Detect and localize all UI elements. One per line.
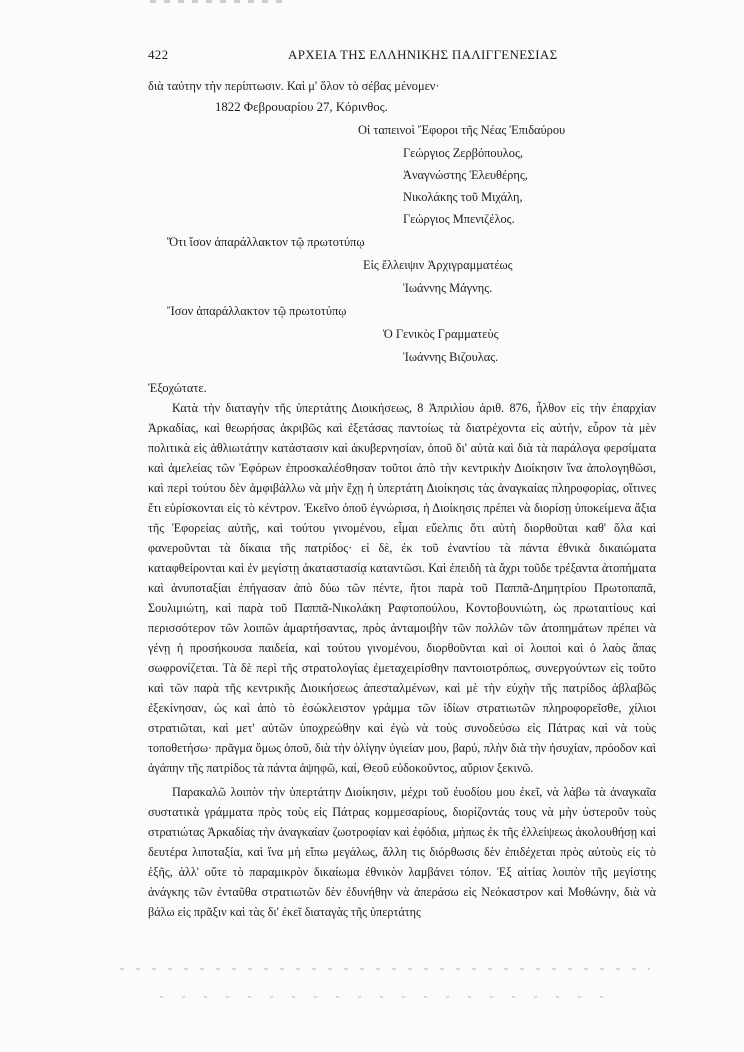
- certification-text: Ἴσον ἀπαράλλακτον τῷ πρωτοτύπῳ: [167, 304, 347, 318]
- letter-date-place: 1822 Φεβρουαρίου 27, Κόρινθος.: [215, 100, 388, 114]
- certification-name: Ἰωάννης Βιζουλας.: [403, 350, 499, 364]
- body-paragraph-1: Κατὰ τὴν διαταγὴν τῆς ὑπερτάτης Διοικήσεως, 8 Ἀπριλίου ἀριθ. 876, ἦλθον εἰς τὴν ἐπαρχίαν Ἀρκαδίας, καὶ θεωρήσας ἀκριβῶς καὶ ἐξετάσας παντοίως τὰ διατρέχοντα εἰς αὐτήν, εὗρον τὰ μὲν πολιτικὰ εἰς ἀθλιωτάτην κατάστασιν καὶ ἀκυβερνησίαν, ὁποῦ δι' αὐτὰ καὶ διὰ τὰ παράλογα φερσίματα καὶ ἀμελείας τῶν Ἐφόρων ἐπροσκαλέσθησαν τοῦτοι ἀπὸ τὴν κεντρικὴν Διοίκησιν ἵνα ἀπολογηθῶσι, καὶ περὶ τούτου δὲν ἀμφιβάλλω νὰ μὴν ἔχῃ ἡ ὑπερτάτη Διοίκησις τὰς ἀναγκαίας πληροφορίας, οἵτινες ἔτι εὑρίσκονται εἰς τὸ κέντρον. Ἐκεῖνο ὁποῦ ἐγνώρισα, ἡ Διοίκησις πρέπει νὰ διορίσῃ ὑποκείμενα ἄξια τῆς Ἐφορείας αὐτῆς, καὶ τούτου γινομένου, εἶμαι εὔελπις ὅτι αὐτὴ διορθοῦται καθ' ὅλα καὶ φανεροῦνται τὰ δίκαια τῆς πατρίδος· εἰ δὲ, ἐκ τοῦ ἐναντίου τὰ πάντα ἐθνικὰ δικαιώματα καταφθείρονται καὶ ἐν μεγίστῃ ἀκαταστασίᾳ καταντῶσι. Καὶ ἐπειδὴ τὰ ἄχρι τοῦδε τρέξαντα ἀτοπήματα καὶ ἀνυποταξίαι ἐπήγασαν ἀπὸ δύω τῶν πέντε, ἤτοι παρὰ τοῦ Παππᾶ-Δημητρίου Πρωτοπαπᾶ, Σουλιμιώτη, καὶ παρὰ τοῦ Παππᾶ-Νικολάκη Ραφτοπούλου, Κοντοβουνιώτη, ὡς πρωταιτίους καὶ περισσότερον τῶν λοιπῶν ἁμαρτήσαντας, πρὸς ἀνταμοιβὴν τῶν πολλῶν τῶν ἀτοπημάτων πρέπει νὰ γένῃ ἡ προσήκουσα παιδεία, καὶ τούτου γινομένου, διορθοῦνται καὶ οἱ λοιποὶ καὶ ὁ λαὸς ἅπας σωφρονίζεται. Τὰ δὲ περὶ τῆς στρατολογίας ἐμεταχειρίσθην παντοιοτρόπως, συνεργούντων εἰς τοῦτο καὶ τῶν παρὰ τῆς κεντρικῆς Διοικήσεως ἀπεσταλμένων, καὶ μὲ τὴν εὐχὴν τῆς πατρίδος ἀβλαβῶς ἐξεκίνησαν, ὡς καὶ ἀπὸ τὸ ἐσώκλειστον γράμμα τῶν ἰδίων στρατιωτῶν πληροφορεῖσθε, χίλιοι στρατιῶται, καὶ μετ' αὐτῶν ὑποχρεώθην καὶ ἐγὼ νὰ τοὺς συνοδεύσω εἰς Πάτρας καὶ νὰ τοὺς τοποθετήσω· πρᾶγμα ὅμως ὁποῦ, διὰ τὴν ὀλίγην ὑγιείαν μου, βαρύ, πλὴν διὰ τὴν ἡσυχίαν, πρόοδον καὶ ἀγάπην τῆς πατρίδος τὰ πάντα ἀψηφῶ, καί, Θεοῦ εὐδοκοῦντος, αὔριον ξεκινῶ.: [148, 401, 656, 775]
- scan-artifact-bottom: [160, 996, 620, 998]
- signer-name: Γεώργιος Μπενιζέλος.: [403, 212, 515, 226]
- certification-name: Ἰωάννης Μάγνης.: [403, 281, 493, 295]
- certification-role: Ὁ Γενικὸς Γραμματεὺς: [383, 327, 499, 341]
- scan-artifact-bottom: [120, 968, 650, 970]
- letter-closing-line: διὰ ταύτην τὴν περίπτωσιν. Καὶ μ' ὅλον τὸ σέβας μένομεν·: [148, 79, 440, 93]
- salutation: Ἐξοχώτατε.: [148, 381, 207, 395]
- body-paragraph-2: Παρακαλῶ λοιπὸν τὴν ὑπερτάτην Διοίκησιν, μέχρι τοῦ ἐυοδίου μου ἐκεῖ, νὰ λάβω τὰ ἀναγκαῖα συστατικὰ γράμματα πρὸς τοὺς εἰς Πάτρας κομμεσαρίους, διορίζοντάς τους νὰ μὴν ὑστεροῦν τοὺς στρατιώτας Ἀρκαδίας τὴν ἀναγκαίαν ζωοτροφίαν καὶ ἐφόδια, μήπως ἐκ τῆς ἐλλείψεως ἀκολουθήσῃ καὶ δευτέρα λιποταξία, καὶ ἵνα μὴ εἴπω μεγάλως, ἄλλη τις διόρθωσις δὲν ἐπιδέχεται πρὸς αὐτοὺς εἰς τὸ ἑξῆς, ἀλλ' οὔτε τὸ παραμικρὸν δικαίωμα ἐθνικὸν λαμβάνει τόπον. Ἐξ αἰτίας λοιπὸν τῆς μεγίστης ἀνάγκης τῶν ἐνταῦθα στρατιωτῶν δὲν ἐδυνήθην νὰ ἀπεράσω εἰς Νεόκαστρον καὶ Μοθώνην, διὰ νὰ βάλω εἰς πρᾶξιν καὶ τὰς δι' ἐκεῖ διαταγὰς τῆς ὑπερτάτης: [148, 785, 656, 919]
- signer-name: Ἀναγνώστης Ἐλευθέρης,: [403, 168, 528, 182]
- certification-text: Ὅτι ἴσον ἀπαράλλακτον τῷ πρωτοτύπῳ: [167, 235, 365, 249]
- page-number: 422: [148, 47, 169, 62]
- signer-name: Νικολάκης τοῦ Μιχάλη,: [403, 190, 523, 204]
- letter-body: [148, 398, 656, 922]
- scan-artifact-top: [150, 0, 290, 3]
- signer-name: Γεώργιος Ζερβόπουλος,: [403, 146, 523, 160]
- certification-role: Εἰς ἔλλειψιν Ἀρχιγραμματέως: [363, 258, 513, 272]
- signers-intro: Οἱ ταπεινοὶ Ἔφοροι τῆς Νέας Ἐπιδαύρου: [358, 123, 566, 137]
- running-title: ΑΡΧΕΙΑ ΤΗΣ ΕΛΛΗΝΙΚΗΣ ΠΑΛΙΓΓΕΝΕΣΙΑΣ: [288, 47, 558, 62]
